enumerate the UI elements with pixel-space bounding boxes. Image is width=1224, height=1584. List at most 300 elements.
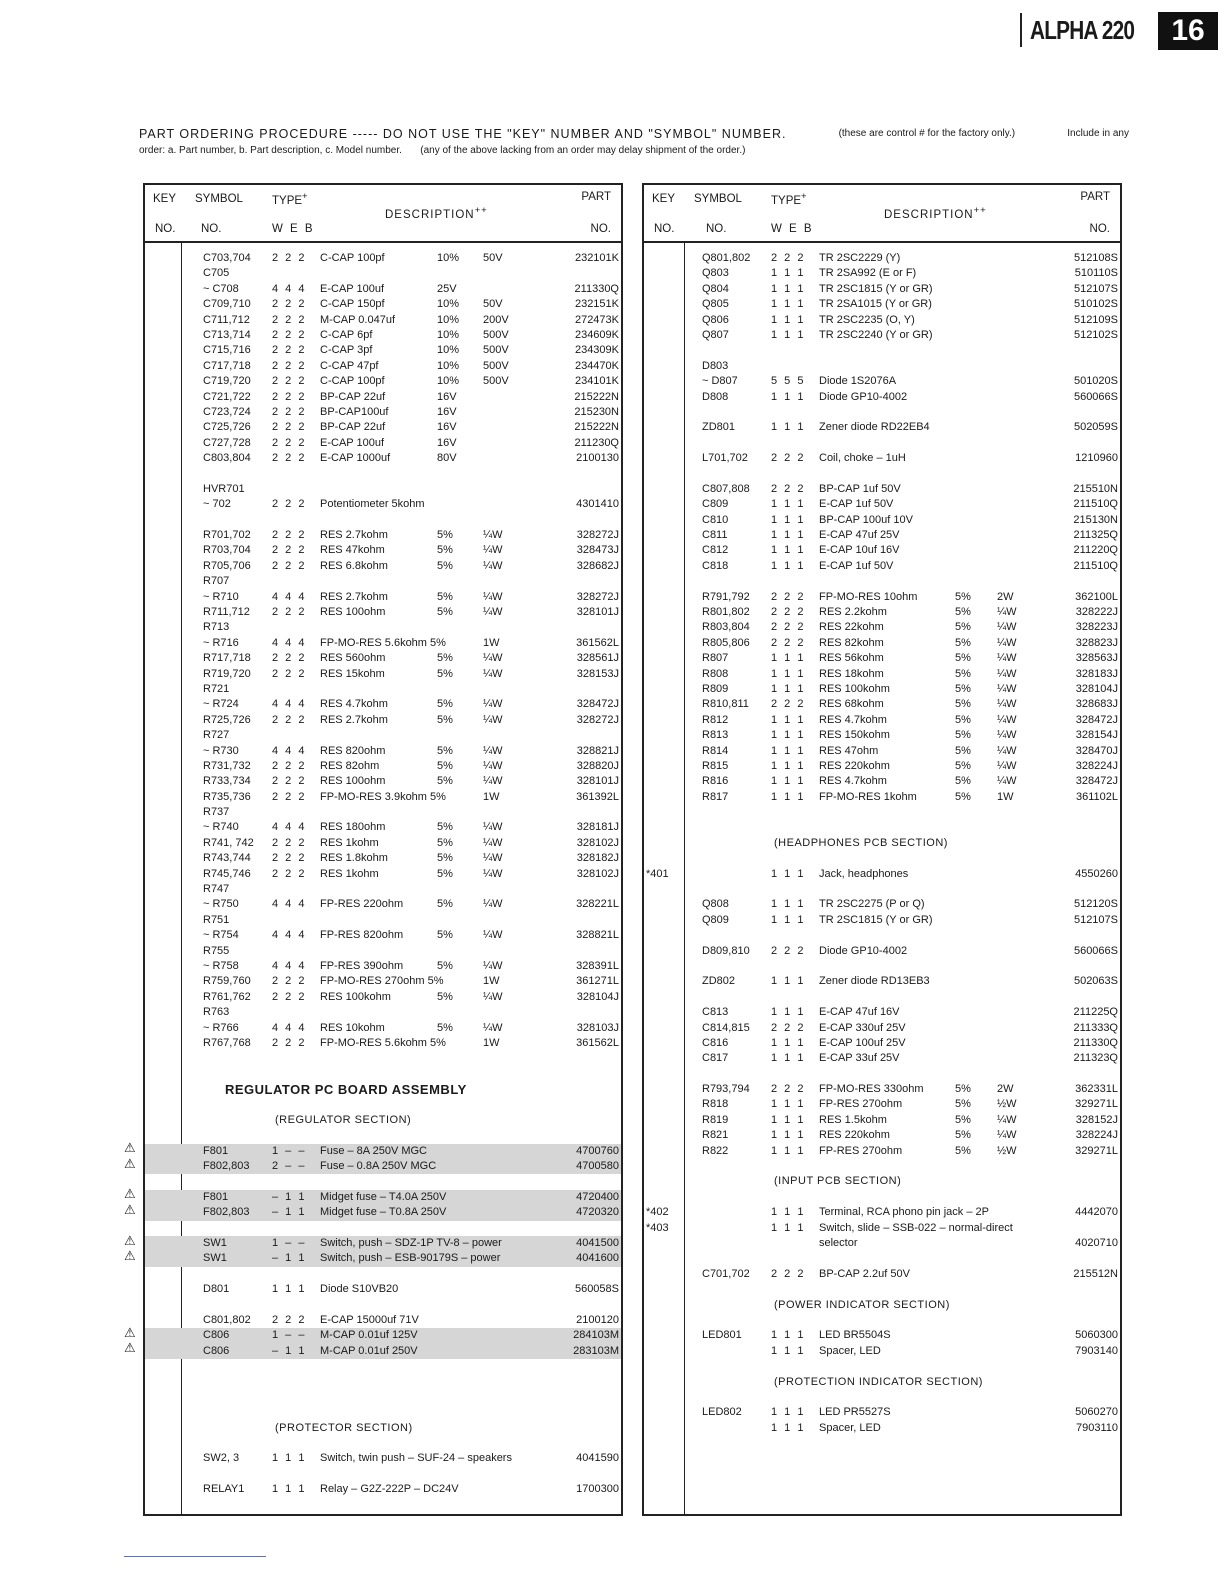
symbol-no: SW2, 3 — [203, 1452, 240, 1465]
part-no: 5060270 — [1075, 1406, 1118, 1419]
description: RES 10kohm — [320, 1021, 385, 1034]
symbol-no: LED801 — [702, 1329, 742, 1342]
table-row — [644, 1328, 1120, 1343]
symbol-no: R812 — [702, 713, 729, 726]
symbol-no: C725,726 — [203, 421, 251, 434]
description: E-CAP 15000uf 71V — [320, 1313, 419, 1326]
table-row — [644, 759, 1120, 774]
table-row — [145, 466, 621, 481]
part-no: 328224J — [1075, 759, 1118, 772]
part-no: 328104J — [1075, 682, 1118, 695]
table-row — [644, 359, 1120, 374]
table-row — [145, 1390, 621, 1405]
description: E-CAP 1uf 50V — [819, 498, 894, 511]
type-web: 2 2 2 — [272, 252, 307, 264]
table-row — [145, 451, 621, 466]
symbol-no: D801 — [203, 1283, 230, 1296]
description: RES 100kohm — [819, 682, 890, 695]
table-row — [145, 1405, 621, 1420]
table-row — [145, 343, 621, 358]
table-row — [145, 543, 621, 558]
type-web: 2 2 2 — [272, 328, 307, 341]
part-no: 2100130 — [576, 452, 619, 465]
spec-1: 5% — [437, 759, 453, 772]
type-web: 1 1 1 — [771, 1221, 806, 1234]
symbol-no: R759,760 — [203, 975, 251, 988]
col-part: PART — [581, 191, 611, 203]
symbol-no: ~ R754 — [203, 929, 239, 942]
type-web: 1 1 1 — [771, 282, 806, 295]
spec-2: ¼W — [997, 1113, 1017, 1126]
part-no: 211323Q — [1073, 1052, 1118, 1065]
table-row — [644, 574, 1120, 589]
spec-1: 5% — [955, 759, 971, 772]
table-row — [145, 1436, 621, 1451]
part-no: 510102S — [1073, 298, 1118, 311]
spec-2: ¼W — [483, 698, 503, 711]
type-web: 4 4 4 — [272, 744, 307, 757]
spec-2: ¼W — [483, 852, 503, 865]
description: M-CAP 0.01uf 250V — [320, 1344, 418, 1357]
symbol-no: ~ D807 — [702, 375, 738, 388]
description: RES 100kohm — [320, 990, 391, 1003]
type-web: 2 2 2 — [272, 298, 307, 311]
table-row — [644, 1313, 1120, 1328]
description: TR 2SC2240 (Y or GR) — [819, 328, 933, 341]
type-web: 4 4 4 — [272, 1021, 307, 1034]
description: FP-RES 270ohm — [819, 1144, 903, 1157]
spec-2: ¼W — [483, 667, 503, 680]
symbol-no: D808 — [702, 390, 729, 403]
type-web: 1 1 1 — [771, 544, 806, 557]
table-row — [145, 590, 621, 605]
table-row — [145, 528, 621, 543]
description: E-CAP 1000uf — [320, 452, 391, 465]
col-desc-sup: ++ — [474, 205, 488, 216]
spec-2: ¼W — [997, 1129, 1017, 1142]
table-row — [145, 405, 621, 420]
description: M-CAP 0.047uf — [320, 313, 396, 326]
table-row — [644, 697, 1120, 712]
part-no: 211330Q — [574, 282, 619, 295]
part-no: 328223J — [1075, 621, 1118, 634]
symbol-no: C807,808 — [702, 482, 750, 495]
spec-2: ¼W — [483, 821, 503, 834]
symbol-no: C817 — [702, 1052, 729, 1065]
spec-2: ¼W — [483, 898, 503, 911]
symbol-no: Q806 — [702, 313, 729, 326]
part-no: 215230N — [574, 405, 619, 418]
description: FP-MO-RES 5.6kohm 5% — [320, 636, 446, 649]
spec-1: 5% — [437, 898, 453, 911]
subsection-title: (INPUT PCB SECTION) — [774, 1175, 902, 1188]
symbol-no: R810,811 — [702, 698, 749, 711]
table-row — [145, 1005, 621, 1020]
table-row — [145, 1113, 621, 1128]
table-row — [145, 1067, 621, 1082]
description: Switch, twin push – SUF-24 – speakers — [320, 1452, 512, 1465]
part-no: 560066S — [1073, 390, 1118, 403]
description: RES 47kohm — [320, 544, 385, 557]
type-web: 2 2 2 — [272, 713, 307, 726]
description: Zener diode RD22EB4 — [819, 421, 930, 434]
table-row — [644, 636, 1120, 651]
table-row — [644, 1236, 1120, 1251]
spec-1: 5% — [437, 836, 453, 849]
type-web: 1 – – — [272, 1329, 307, 1342]
part-no: 328682J — [576, 559, 619, 572]
symbol-no: C810 — [702, 513, 729, 526]
type-web: 2 2 2 — [771, 605, 806, 618]
table-row — [145, 913, 621, 928]
type-web: 1 – – — [272, 1144, 307, 1157]
table-row — [145, 1205, 621, 1220]
symbol-no: R731,732 — [203, 759, 251, 772]
type-web: 1 1 1 — [771, 313, 806, 326]
part-no: 361562L — [576, 636, 619, 649]
spec-2: 500V — [483, 328, 509, 341]
table-row — [644, 790, 1120, 805]
description: Midget fuse – T0.8A 250V — [320, 1206, 447, 1219]
spec-2: ¼W — [483, 959, 503, 972]
table-row — [644, 1267, 1120, 1282]
table-row — [145, 251, 621, 266]
table-row — [644, 528, 1120, 543]
type-web: 2 2 2 — [272, 836, 307, 849]
symbol-no: Q805 — [702, 298, 729, 311]
symbol-no: R822 — [702, 1144, 729, 1157]
part-no: 328821L — [576, 929, 619, 942]
part-no: 328472J — [576, 698, 619, 711]
part-no: 361271L — [576, 975, 619, 988]
spec-2: 2W — [997, 590, 1014, 603]
symbol-no: R814 — [702, 744, 729, 757]
table-row — [644, 328, 1120, 343]
table-row — [644, 605, 1120, 620]
description: Potentiometer 5kohm — [320, 498, 425, 511]
part-no: 4700760 — [576, 1144, 619, 1157]
symbol-no: C727,728 — [203, 436, 251, 449]
spec-1: 16V — [437, 421, 457, 434]
spec-2: 500V — [483, 344, 509, 357]
symbol-no: C816 — [702, 1036, 729, 1049]
safety-warning-icon: ⚠ — [124, 1155, 136, 1171]
description: RES 22kohm — [819, 621, 884, 634]
description: RES 820ohm — [320, 744, 386, 757]
safety-warning-icon: ⚠ — [124, 1186, 136, 1202]
part-no: 211510Q — [1073, 559, 1118, 572]
type-web: 2 2 2 — [771, 621, 806, 634]
table-row — [145, 667, 621, 682]
table-row — [145, 282, 621, 297]
description: BP-CAP100uf — [320, 405, 389, 418]
table-row — [145, 1128, 621, 1143]
table-row — [644, 867, 1120, 882]
part-no: 328563J — [1075, 652, 1118, 665]
spec-2: ¼W — [997, 759, 1017, 772]
symbol-no: R725,726 — [203, 713, 251, 726]
symbol-no: F801 — [203, 1190, 229, 1203]
table-row — [644, 1190, 1120, 1205]
type-web: 1 1 1 — [771, 1113, 806, 1126]
table-row — [644, 1159, 1120, 1174]
description: RES 2.7kohm — [320, 713, 388, 726]
symbol-no: R817 — [702, 790, 729, 803]
part-no: 4720320 — [576, 1206, 619, 1219]
col-type-sup: + — [302, 191, 308, 202]
symbol-no: ~ R758 — [203, 959, 239, 972]
description: RES 4.7kohm — [819, 713, 887, 726]
table-row — [644, 820, 1120, 835]
type-web: 2 2 2 — [272, 405, 307, 418]
type-web: 2 2 2 — [272, 852, 307, 865]
spec-2: ¼W — [997, 729, 1017, 742]
type-web: – 1 1 — [272, 1206, 307, 1219]
spec-2: ¼W — [483, 605, 503, 618]
table-row — [145, 682, 621, 697]
type-web: 2 2 2 — [272, 452, 307, 465]
col-symbol-no: NO. — [706, 223, 727, 235]
symbol-no: LED802 — [702, 1406, 742, 1419]
table-row — [145, 482, 621, 497]
description: C-CAP 6pf — [320, 328, 373, 341]
description: Diode GP10-4002 — [819, 390, 908, 403]
description: E-CAP 47uf 16V — [819, 1006, 900, 1019]
spec-1: 10% — [437, 344, 460, 357]
symbol-no: R705,706 — [203, 559, 251, 572]
description: RES 1kohm — [320, 836, 379, 849]
description: selector — [819, 1237, 858, 1249]
type-web: 2 – – — [272, 1160, 307, 1173]
description: Switch, push – ESB-90179S – power — [320, 1252, 501, 1265]
col-type-sup: + — [801, 191, 807, 202]
type-web: 1 1 1 — [771, 744, 806, 757]
spec-1: 5% — [437, 590, 453, 603]
table-row — [145, 1174, 621, 1189]
symbol-no: C806 — [203, 1329, 230, 1342]
table-row — [644, 974, 1120, 989]
spec-2: 1W — [483, 1036, 500, 1049]
table-row — [644, 1421, 1120, 1436]
col-symbol: SYMBOL — [195, 193, 243, 205]
part-no: 234101K — [574, 375, 619, 388]
part-no: 211225Q — [1073, 1006, 1118, 1019]
spec-1: 10% — [437, 375, 460, 388]
description: RES 4.7kohm — [819, 775, 887, 788]
type-web: 2 2 2 — [771, 590, 806, 603]
description: FP-MO-RES 5.6kohm 5% — [320, 1036, 446, 1049]
type-web: 1 – – — [272, 1237, 307, 1249]
description: BP-CAP 1uf 50V — [819, 482, 901, 495]
type-web: 1 1 1 — [771, 1206, 806, 1219]
part-no: 328470J — [1075, 744, 1118, 757]
symbol-no: R793,794 — [702, 1083, 750, 1096]
symbol-no: C812 — [702, 544, 729, 557]
table-row — [644, 543, 1120, 558]
part-no: 1210960 — [1075, 452, 1118, 465]
symbol-no: R807 — [702, 652, 729, 665]
table-row — [644, 451, 1120, 466]
spec-1: 5% — [437, 713, 453, 726]
symbol-no: R808 — [702, 667, 729, 680]
subsection-title: (POWER INDICATOR SECTION) — [774, 1298, 950, 1311]
spec-2: 50V — [483, 298, 503, 311]
description: RES 82kohm — [819, 636, 884, 649]
spec-1: 10% — [437, 298, 460, 311]
header-divider — [1020, 13, 1022, 47]
symbol-no: R816 — [702, 775, 729, 788]
part-no: 4041500 — [576, 1237, 619, 1249]
part-no: 211220Q — [1073, 544, 1118, 557]
table-row — [644, 1205, 1120, 1220]
table-row — [644, 682, 1120, 697]
spec-1: 5% — [955, 729, 971, 742]
table-row — [145, 574, 621, 589]
table-row — [145, 1467, 621, 1482]
spec-2: 1W — [483, 790, 500, 803]
part-no: 329271L — [1075, 1098, 1118, 1111]
table-row — [644, 1005, 1120, 1020]
table-row — [644, 466, 1120, 481]
type-web: 1 1 1 — [771, 1406, 806, 1419]
part-no: 328272J — [576, 713, 619, 726]
symbol-no: L701,702 — [702, 452, 748, 465]
description: FP-MO-RES 10ohm — [819, 590, 918, 603]
type-web: 1 1 1 — [771, 529, 806, 542]
description: Zener diode RD13EB3 — [819, 975, 930, 988]
table-row — [644, 482, 1120, 497]
spec-1: 80V — [437, 452, 457, 465]
symbol-no: C715,716 — [203, 344, 251, 357]
col-part-no: NO. — [590, 223, 611, 235]
description: RES 82ohm — [320, 759, 380, 772]
description: RES 15kohm — [320, 667, 385, 680]
type-web: 1 1 1 — [771, 513, 806, 526]
symbol-no: F802,803 — [203, 1206, 250, 1219]
description: TR 2SC1815 (Y or GR) — [819, 282, 933, 295]
symbol-no: Q807 — [702, 328, 729, 341]
part-no: 328222J — [1075, 605, 1118, 618]
spec-2: 2W — [997, 1083, 1014, 1096]
spec-2: ¼W — [483, 744, 503, 757]
col-web: W E B — [272, 223, 315, 235]
description: RES 100ohm — [320, 775, 386, 788]
type-web: 2 2 2 — [771, 452, 806, 465]
table-row — [644, 1359, 1120, 1374]
symbol-no: C806 — [203, 1344, 230, 1357]
symbol-no: Q803 — [702, 267, 729, 280]
col-description — [385, 205, 488, 221]
type-web: 2 2 2 — [272, 421, 307, 434]
symbol-no: C711,712 — [203, 313, 250, 326]
table-row — [644, 1221, 1120, 1236]
part-no: 328472J — [1075, 775, 1118, 788]
description: Coil, choke – 1uH — [819, 452, 906, 465]
type-web: 2 2 2 — [272, 375, 307, 388]
spec-2: ¼W — [483, 1021, 503, 1034]
symbol-no: R727 — [203, 729, 230, 742]
spec-1: 10% — [437, 252, 460, 264]
table-row — [145, 1344, 621, 1359]
spec-1: 5% — [955, 698, 971, 711]
spec-2: ¼W — [483, 759, 503, 772]
type-web: 2 2 2 — [771, 698, 806, 711]
spec-1: 5% — [437, 990, 453, 1003]
description: RES 220kohm — [819, 759, 890, 772]
table-row — [145, 820, 621, 835]
type-web: 2 2 2 — [771, 252, 806, 264]
table-row — [145, 1313, 621, 1328]
spec-2: 1W — [483, 636, 500, 649]
description: RES 2.7kohm — [320, 590, 388, 603]
symbol-no: C813 — [702, 1006, 729, 1019]
description: Spacer, LED — [819, 1421, 881, 1434]
table-row — [644, 1390, 1120, 1405]
symbol-no: C713,714 — [203, 328, 251, 341]
table-row — [145, 713, 621, 728]
description: RES 47ohm — [819, 744, 879, 757]
type-web: – 1 1 — [272, 1252, 307, 1265]
symbol-no: R819 — [702, 1113, 729, 1126]
safety-warning-icon: ⚠ — [124, 1248, 136, 1263]
table-row — [644, 436, 1120, 451]
description: RES 68kohm — [819, 698, 884, 711]
symbol-no: R803,804 — [702, 621, 750, 634]
description: FP-MO-RES 330ohm — [819, 1083, 924, 1096]
symbol-no: ~ R766 — [203, 1021, 239, 1034]
description: Diode 1S2076A — [819, 375, 897, 388]
safety-warning-icon: ⚠ — [124, 1201, 136, 1217]
type-web: 2 2 2 — [272, 313, 307, 326]
spec-2: ¼W — [483, 713, 503, 726]
section-title: REGULATOR PC BOARD ASSEMBLY — [225, 1082, 467, 1098]
spec-1: 5% — [437, 821, 453, 834]
spec-2: ¼W — [997, 621, 1017, 634]
description: E-CAP 1uf 50V — [819, 559, 894, 572]
part-no: 328391L — [576, 959, 619, 972]
spec-2: ¼W — [997, 667, 1017, 680]
type-web: 1 1 1 — [272, 1452, 307, 1465]
spec-1: 5% — [437, 852, 453, 865]
symbol-no: R707 — [203, 575, 230, 588]
type-web: 2 2 2 — [272, 498, 307, 511]
description: C-CAP 100pf — [320, 252, 385, 264]
symbol-no: R821 — [702, 1129, 729, 1142]
description: Fuse – 0.8A 250V MGC — [320, 1160, 437, 1173]
safety-warning-icon: ⚠ — [124, 1340, 136, 1356]
table-row — [145, 1021, 621, 1036]
ordering-notice — [139, 126, 1129, 159]
symbol-no: R721 — [203, 682, 230, 695]
table-row — [145, 1036, 621, 1051]
type-web: 2 2 2 — [272, 1313, 307, 1326]
symbol-no: C717,718 — [203, 359, 251, 372]
type-web: 1 1 1 — [771, 729, 806, 742]
spec-2: ¼W — [483, 990, 503, 1003]
table-row — [644, 251, 1120, 266]
spec-1: 5% — [437, 605, 453, 618]
symbol-no: R745,746 — [203, 867, 251, 880]
spec-1: 5% — [955, 1098, 971, 1111]
type-web: 2 2 2 — [272, 559, 307, 572]
description: TR 2SC1815 (Y or GR) — [819, 913, 933, 926]
symbol-no: R741, 742 — [203, 836, 254, 849]
table-row — [145, 1421, 621, 1436]
description: Spacer, LED — [819, 1344, 881, 1357]
symbol-no: R761,762 — [203, 990, 251, 1003]
table-row — [644, 1021, 1120, 1036]
symbol-no: R737 — [203, 806, 230, 819]
